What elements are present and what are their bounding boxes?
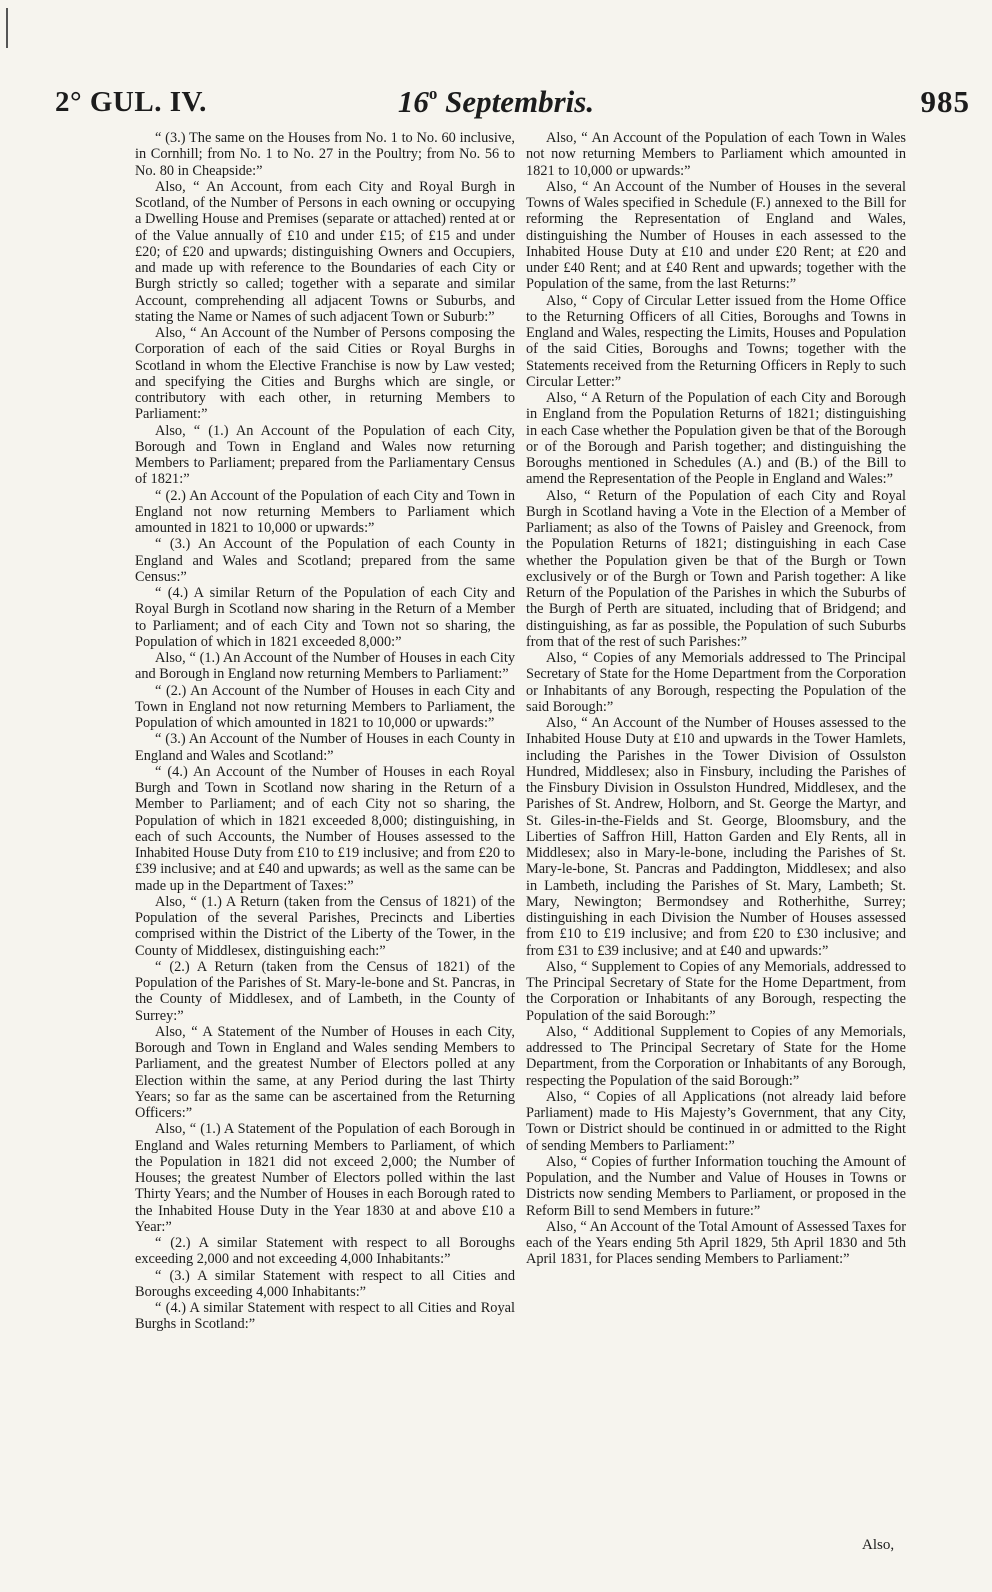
paragraph: Also, “ A Statement of the Number of Houses in each City, Borough and Town in England and Wales sending Members to Parliament, and the greatest Number of Electors polled at any Election within the same, at any Period during the last Thirty Years; so far as the same can be ascertained from the Returning Officers:” bbox=[135, 1023, 515, 1121]
paragraph: Also, “ An Account of the Number of Houses in the several Towns of Wales specified in Schedule (F.) annexed to the Bill for reforming the Representation of England and Wales, distinguishing the Number of Houses in each assessed to the Inhabited House Duty at £10 and under £20 Rent; at £20 and under £40 Rent; and at £40 Rent and upwards; together with the Population of the same, from the last Returns:” bbox=[526, 178, 906, 293]
paragraph: Also, “ (1.) A Statement of the Population of each Borough in England and Wales returning Members to Parliament, of which the Population in 1821 did not exceed 2,000; the Number of Houses; the greatest Number of Electors polled within the last Thirty Years; and the Number of Houses in each Borough rated to the Inhabited House Duty in the Year 1830 at and above £10 a Year:” bbox=[135, 1121, 515, 1235]
regnal-year: 2° GUL. IV. bbox=[55, 86, 207, 118]
paragraph: Also, “ An Account of the Total Amount of Assessed Taxes for each of the Years ending 5th April 1829, 5th April 1830 and 5th April 1831, for Places sending Members to Parliament:” bbox=[526, 1218, 906, 1268]
paragraph: Also, “ (1.) A Return (taken from the Census of 1821) of the Population of the several Parishes, Precincts and Liberties comprised within the District of the Liberty of the Tower, in the County of Middlesex, distinguishing each:” bbox=[135, 893, 515, 959]
page-number: 985 bbox=[920, 84, 970, 119]
paragraph: Also, “ Copies of any Memorials addressed to The Principal Secretary of State for the Home Department from the Corporation or Inhabitants of any Borough, respecting the Population of the said Borough:” bbox=[526, 650, 906, 715]
left-column bbox=[135, 130, 515, 1333]
paragraph: “ (4.) A similar Statement with respect to all Cities and Royal Burghs in Scotland:” bbox=[135, 1300, 515, 1333]
paragraph: “ (3.) An Account of the Number of Houses in each County in England and Wales and Scotland:” bbox=[135, 731, 515, 764]
paragraph: Also, “ Copies of further Information touching the Amount of Population, and the Number and Value of Houses in Towns or Districts now sending Members to Parliament, or proposed in the Reform Bill to send Members in future:” bbox=[526, 1153, 906, 1219]
paragraph: Also, “ An Account of the Number of Houses assessed to the Inhabited House Duty at £10 and upwards in the Tower Hamlets, including the Parishes in the Tower Division of Ossulston Hundred, Middlesex; also in Finsbury, including the Parishes of the Finsbury Division in Ossulston Hundred, Middlesex, and the Parishes of St. Andrew, Holborn, and St. George the Martyr, and St. Giles-in-the-Fields and St. George, Bloomsbury, and the Liberties of Saffron Hill, Hatton Garden and Ely Rents, all in Middlesex; also in Mary-le-bone, including the Parishes of St. Mary-le-bone, St. Pancras and Paddington, Middlesex; and also in Lambeth, including the Parishes of St. Mary, Lambeth; St. Mary, Newington; Bermondsey and Rotherhithe, Surrey; distinguishing in each Division the Number of Houses assessed from £10 to £19 inclusive; and from £20 to £30 inclusive; and from £31 to £39 inclusive; and at £40 and upwards:” bbox=[526, 715, 906, 959]
paragraph: Also, “ An Account, from each City and Royal Burgh in Scotland, of the Number of Persons in each owning or occupying a Dwelling House and Premises (separate or attached) rented at or of the Value annually of £10 and under £15; of £15 and under £20; of £20 and upwards; distinguishing Owners and Occupiers, and made up with reference to the Boundaries of each City or Burgh strictly so called; together with a separate and similar Account, comprehending all adjacent Towns or Suburbs, and stating the Name or Names of such adjacent Town or Suburb:” bbox=[135, 178, 515, 325]
paragraph: “ (2.) A similar Statement with respect to all Boroughs exceeding 2,000 and not exceeding 4,000 Inhabitants:” bbox=[135, 1235, 515, 1268]
date-ordinal: o bbox=[428, 84, 438, 103]
paragraph: Also, “ Return of the Population of each City and Royal Burgh in Scotland having a Vote in the Election of a Member of Parliament; as also of the Towns of Paisley and Greenock, from the Population Returns of 1821; distinguishing in each Case whether the Population given be that of the Burgh or Town exclusively or of the Burgh or Town and Parish together: A like Return of the Population of the Parishes in which the Suburbs of the Burgh of Perth are situated, including that of Bridgend; and distinguishing, as far as possible, the Population of such Suburbs from that of the rest of such Parishes:” bbox=[526, 487, 906, 650]
paragraph: Also, “ (1.) An Account of the Number of Houses in each City and Borough in England now returning Members to Parliament:” bbox=[135, 650, 515, 683]
paragraph: “ (2.) A Return (taken from the Census of 1821) of the Population of the Parishes of St. Mary-le-bone and St. Pancras, in the County of Middlesex, and of Lambeth, in the County of Surrey:” bbox=[135, 958, 515, 1024]
paragraph: Also, “ Additional Supplement to Copies of any Memorials, addressed to The Principal Secretary of State for the Home Department, from the Corporation or Inhabitants of any Borough, respecting the Population of the said Borough:” bbox=[526, 1023, 906, 1089]
paragraph: “ (3.) A similar Statement with respect to all Cities and Boroughs exceeding 4,000 Inhabitants:” bbox=[135, 1267, 515, 1300]
paragraph: Also, “ Supplement to Copies of any Memorials, addressed to The Principal Secretary of State for the Home Department, from the Corporation or Inhabitants of any Borough, respecting the Population of the said Borough:” bbox=[526, 958, 906, 1024]
paragraph: Also, “ Copies of all Applications (not already laid before Parliament) made to His Majesty’s Government, that any City, Town or District should be continued in or admitted to the Right of sending Members to Parliament:” bbox=[526, 1088, 906, 1154]
paragraph: “ (2.) An Account of the Number of Houses in each City and Town in England not now returning Members to Parliament, the Population of which amounted in 1821 to 10,000 or upwards:” bbox=[135, 682, 515, 731]
paragraph: Also, “ Copy of Circular Letter issued from the Home Office to the Returning Officers of all Cities, Boroughs and Towns in England and Wales, respecting the Limits, Houses and Population of the said Cities, Boroughs and Towns; together with the Statements received from the Returning Officers in Reply to such Circular Letter:” bbox=[526, 292, 906, 390]
paragraph: Also, “ An Account of the Population of each Town in Wales not now returning Members to Parliament which amounted in 1821 to 10,000 or upwards:” bbox=[526, 130, 906, 179]
catchword: Also, bbox=[862, 1537, 895, 1553]
date-day: 16 bbox=[397, 84, 429, 119]
paragraph: “ (4.) A similar Return of the Population of each City and Royal Burgh in Scotland now sharing in the Return of a Member to Parliament; and of each City and Town not so sharing, the Population of which in 1821 exceeded 8,000:” bbox=[135, 585, 515, 650]
page-header bbox=[0, 80, 992, 120]
date-heading bbox=[0, 84, 992, 120]
paragraph: “ (3.) The same on the Houses from No. 1 to No. 60 inclusive, in Cornhill; from No. 1 to No. 27 in the Poultry; from No. 56 to No. 80 in Cheapside:” bbox=[135, 130, 515, 179]
paragraph: “ (2.) An Account of the Population of each City and Town in England not now returning Members to Parliament which amounted in 1821 to 10,000 or upwards:” bbox=[135, 487, 515, 536]
paragraph: “ (3.) An Account of the Population of each County in England and Wales and Scotland; prepared from the same Census:” bbox=[135, 536, 515, 585]
page-edge-mark bbox=[6, 8, 8, 48]
right-column bbox=[526, 130, 906, 1268]
date-month: Septembris. bbox=[445, 84, 595, 119]
paragraph: Also, “ An Account of the Number of Persons composing the Corporation of each of the said Cities or Royal Burghs in Scotland in whom the Elective Franchise is now by Law vested; and specifying the Cities and Burghs which are single, or contributory with each other, in returning Members to Parliament:” bbox=[135, 325, 515, 423]
paragraph: Also, “ (1.) An Account of the Population of each City, Borough and Town in England and Wales now returning Members to Parliament; prepared from the Parliamentary Census of 1821:” bbox=[135, 422, 515, 488]
paragraph: “ (4.) An Account of the Number of Houses in each Royal Burgh and Town in Scotland now sharing in the Return of a Member to Parliament; and of each City not so sharing, the Population of which in 1821 exceeded 8,000; distinguishing, in each of such Accounts, the Number of Houses assessed to the Inhabited House Duty from £10 to £19 inclusive; and from £20 to £39 inclusive; and at £40 and upwards; as well as the same can be made up in the Department of Taxes:” bbox=[135, 763, 515, 894]
paragraph: Also, “ A Return of the Population of each City and Borough in England from the Population Returns of 1821; distinguishing in each Case whether the Population given be that of the Borough or of the Borough and Parish together; and distinguishing the Boroughs mentioned in Schedules (A.) and (B.) of the Bill to amend the Representation of the People in England and Wales:” bbox=[526, 390, 906, 488]
